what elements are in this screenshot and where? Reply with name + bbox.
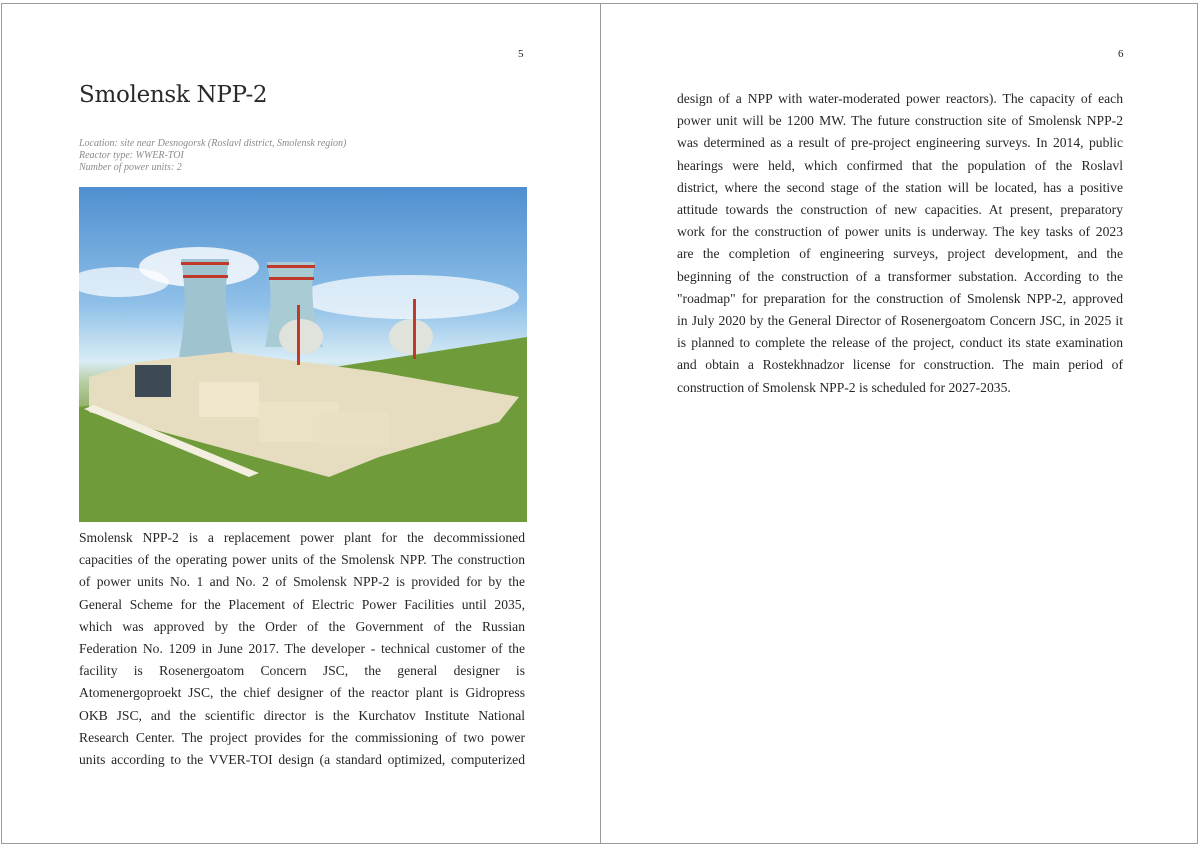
text-line: beginning of the construction of a transformer substation. According to the (677, 268, 1123, 284)
text-line: was determined as a result of pre-project engineering surveys. In 2014, public (677, 135, 1123, 151)
text-line: in July 2020 by the General Director of Rosenergoatom Concern JSC, in 2025 it (677, 313, 1123, 329)
meta-power-units: Number of power units: 2 (79, 162, 182, 173)
text-line: units according to the VVER-TOI design (a standard optimized, computerized (79, 752, 525, 768)
text-line: work for the construction of power units is underway. The key tasks of 2023 (677, 224, 1123, 240)
plant-metadata (79, 138, 346, 174)
text-line: and obtain a Rostekhnadzor license for construction. The main period of (677, 357, 1123, 373)
body-text (677, 88, 1123, 399)
text-line: Federation No. 1209 in June 2017. The developer - technical customer of the (79, 641, 525, 657)
text-line: of power units No. 1 and No. 2 of Smolensk NPP-2 is provided for by the (79, 574, 525, 590)
text-line: is planned to complete the release of the project, conduct its state examination (677, 335, 1123, 351)
text-line: attitude towards the construction of new capacities. At present, preparatory (677, 202, 1123, 218)
text-line: which was approved by the Order of the Government of the Russian (79, 618, 525, 634)
text-line: General Scheme for the Placement of Electric Power Facilities until 2035, (79, 596, 525, 612)
page-number: 5 (518, 48, 524, 60)
text-line: capacities of the operating power units of the Smolensk NPP. The construction (79, 552, 525, 568)
meta-location: Location: site near Desnogorsk (Roslavl district, Smolensk region) (79, 138, 347, 149)
text-line: construction of Smolensk NPP-2 is scheduled for 2027-2035. (677, 379, 1011, 395)
page-6 (600, 3, 1198, 844)
text-line: power unit will be 1200 MW. The future construction site of Smolensk NPP-2 (677, 113, 1123, 129)
page-title: Smolensk NPP-2 (79, 82, 268, 108)
text-line: OKB JSC, and the scientific director is the Kurchatov Institute National (79, 707, 525, 723)
text-line: Smolensk NPP-2 is a replacement power plant for the decommissioned (79, 530, 525, 545)
text-line: facility is Rosenergoatom Concern JSC, the general designer is (79, 663, 525, 679)
plant-rendering-image (79, 187, 527, 522)
text-line: design of a NPP with water-moderated power reactors). The capacity of each (677, 91, 1123, 106)
text-line: Atomenergoproekt JSC, the chief designer of the reactor plant is Gidropress (79, 685, 525, 701)
text-line: are the completion of engineering surveys, project development, and the (677, 246, 1123, 262)
page-5 (1, 3, 601, 844)
text-line: "roadmap" for preparation for the construction of Smolensk NPP-2, approved (677, 290, 1123, 306)
body-text (79, 527, 525, 771)
page-number: 6 (1118, 48, 1124, 60)
meta-reactor-type: Reactor type: WWER-TOI (79, 150, 184, 161)
text-line: hearings were held, which confirmed that the population of the Roslavl (677, 157, 1123, 173)
text-line: district, where the second stage of the station will be located, has a positive (677, 179, 1123, 195)
text-line: Research Center. The project provides for the commissioning of two power (79, 729, 525, 745)
